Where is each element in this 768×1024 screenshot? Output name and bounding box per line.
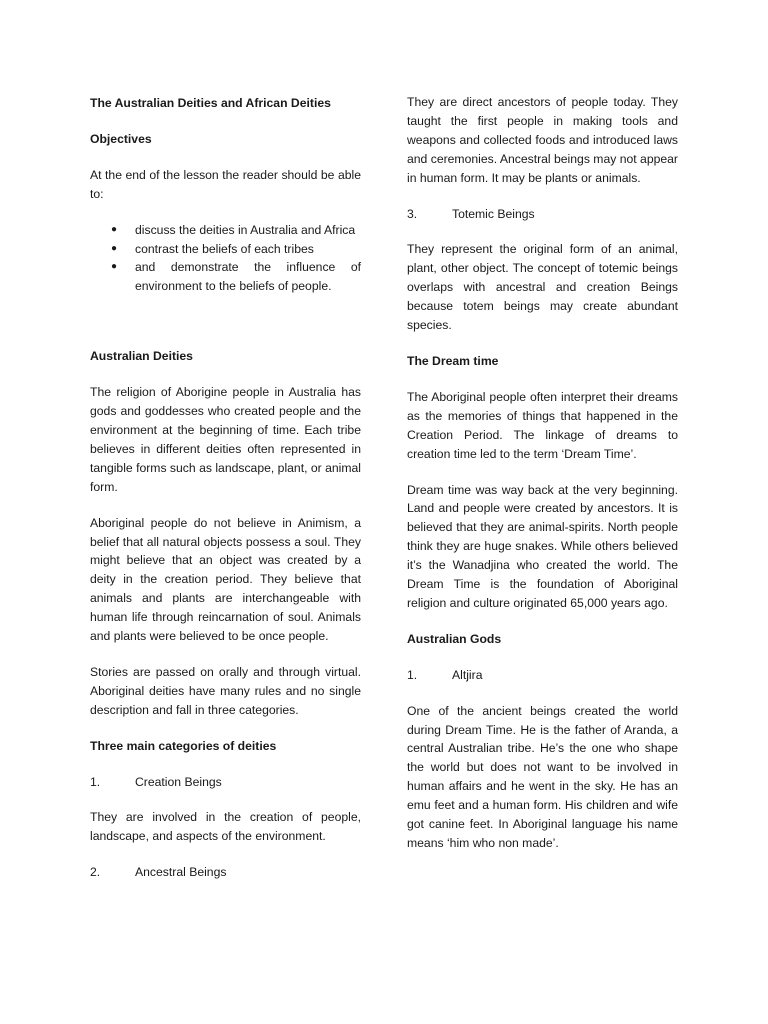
ancestral-beings-text: They are direct ancestors of people today. They taught the first people in making tools and weapons and collected foods and introduced laws and ceremonies. Ancestral beings may not appear in human form. It may be plants or animals. xyxy=(407,95,678,185)
objective-text: and demonstrate the influence of environment to the beliefs of people. xyxy=(135,260,361,294)
left-column xyxy=(90,92,361,899)
god-label: Altjira xyxy=(452,667,483,682)
category-label: Creation Beings xyxy=(135,774,222,789)
objectives-list xyxy=(90,221,361,297)
paragraph-stories: Stories are passed on orally and through virtual. Aboriginal deities have many rules and no single description and fall in three categories. xyxy=(90,664,361,717)
category-creation-beings xyxy=(90,773,361,792)
objective-text: contrast the beliefs of each tribes xyxy=(135,241,314,256)
category-label: Totemic Beings xyxy=(452,206,535,221)
category-label: Ancestral Beings xyxy=(135,865,227,880)
dream-time-paragraph-1: The Aboriginal people often interpret their dreams as the memories of things that happened in the Creation Period. The linkage of dreams to creation time led to the term ‘Dream Time’. xyxy=(407,389,678,461)
god-altjira xyxy=(407,666,678,685)
god-number: 1. xyxy=(407,667,418,682)
category-number: 2. xyxy=(90,865,101,880)
totemic-beings-text: They represent the original form of an animal, plant, other object. The concept of totemic beings overlaps with ancestral and creation Beings because totem beings may create abundant species. xyxy=(407,242,678,333)
section-spacer xyxy=(90,313,361,347)
right-column xyxy=(407,93,678,870)
objective-item xyxy=(90,258,361,296)
australian-gods-heading: Australian Gods xyxy=(407,631,502,646)
category-ancestral-beings xyxy=(90,863,361,882)
dream-time-heading: The Dream time xyxy=(407,353,499,368)
objective-item xyxy=(90,221,361,240)
objective-text: discuss the deities in Australia and Africa xyxy=(135,222,356,237)
altjira-text: One of the ancient beings created the world during Dream Time. He is the father of Aranda, a central Australian tribe. He’s the one who shape the world but does not want to be involved in human affairs and he went in the sky. He has an emu feet and a human form. His children and wife got canine feet. In Aboriginal language his name means ‘him who non made’. xyxy=(407,703,678,850)
objectives-intro: At the end of the lesson the reader should be able to: xyxy=(90,167,361,201)
dream-time-paragraph-2: Dream time was way back at the very beginning. Land and people were created by ancestors. It is believed that they are animal-spirits. North people think they are huge snakes. While others believed it’s the Wanadjina who created the world. The Dream Time is the foundation of Aboriginal religion and culture originated 65,000 years ago. xyxy=(407,482,678,610)
category-totemic-beings xyxy=(407,205,678,224)
categories-heading: Three main categories of deities xyxy=(90,738,277,753)
paragraph-animism: Aboriginal people do not believe in Animism, a belief that all natural objects possess a soul. They might believe that an object was created by a deity in the creation period. They believe that animals and plants are interchangeable with human life through reincarnation of soul. Animals and plants were believed to be once people. xyxy=(90,515,361,644)
paragraph-religion: The religion of Aborigine people in Australia has gods and goddesses who created people and the environment at the beginning of time. Each tribe believes in different deities often represented in tangible forms such as landscape, plant, or animal form. xyxy=(90,385,361,494)
bullet-icon: ● xyxy=(111,223,118,235)
objective-item xyxy=(90,240,361,259)
bullet-icon: ● xyxy=(111,242,118,254)
creation-beings-text: They are involved in the creation of people, landscape, and aspects of the environment. xyxy=(90,810,361,844)
category-number: 3. xyxy=(407,206,418,221)
document-title: The Australian Deities and African Deities xyxy=(90,96,331,110)
category-number: 1. xyxy=(90,774,101,789)
objectives-heading: Objectives xyxy=(90,131,152,146)
bullet-icon: ● xyxy=(111,261,118,273)
australian-deities-heading: Australian Deities xyxy=(90,349,193,364)
